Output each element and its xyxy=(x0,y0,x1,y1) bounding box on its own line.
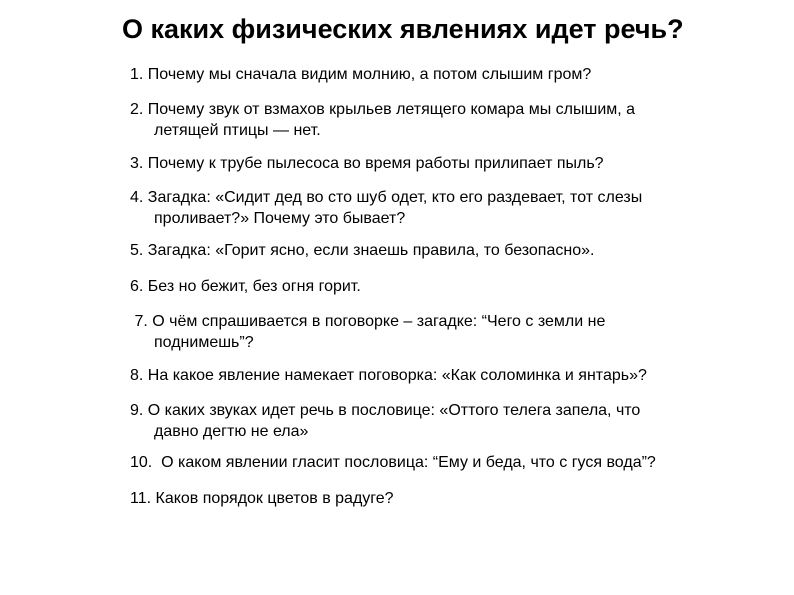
question-line: 8. На какое явление намекает поговорка: «Как соломинка и янтарь»? xyxy=(130,367,647,384)
question-line-continued: летящей птицы — нет. xyxy=(154,122,321,139)
question-8 xyxy=(130,365,647,386)
question-11 xyxy=(130,488,394,509)
question-2 xyxy=(130,99,635,141)
question-3 xyxy=(130,153,604,174)
question-line: 5. Загадка: «Горит ясно, если знаешь правила, то безопасно». xyxy=(130,242,595,259)
question-line: 4. Загадка: «Сидит дед во сто шуб одет, кто его раздевает, тот слезы xyxy=(130,189,643,206)
page-title: О каких физических явлениях идет речь? xyxy=(122,14,684,44)
question-6 xyxy=(130,276,361,297)
question-line-continued: давно дегтю не ела» xyxy=(154,423,309,440)
question-10 xyxy=(130,452,656,473)
question-7 xyxy=(130,311,605,353)
question-line: 10. О каком явлении гласит пословица: “Ему и беда, что с гуся вода”? xyxy=(130,454,656,471)
question-9 xyxy=(130,400,640,442)
question-line-continued: проливает?» Почему это бывает? xyxy=(154,210,406,227)
question-4 xyxy=(130,187,642,229)
question-line: 6. Без но бежит, без огня горит. xyxy=(130,278,361,295)
question-line: 1. Почему мы сначала видим молнию, а потом слышим гром? xyxy=(130,66,592,83)
question-line: 11. Каков порядок цветов в радуге? xyxy=(130,490,394,507)
question-line: 7. О чём спрашивается в поговорке – загадке: “Чего с земли не xyxy=(130,313,606,330)
question-5 xyxy=(130,240,594,261)
question-1 xyxy=(130,64,591,85)
question-line: 9. О каких звуках идет речь в пословице: «Оттого телега запела, что xyxy=(130,402,641,419)
question-line: 3. Почему к трубе пылесоса во время работы прилипает пыль? xyxy=(130,155,604,172)
question-line: 2. Почему звук от взмахов крыльев летящего комара мы слышим, а xyxy=(130,101,636,118)
question-line-continued: поднимешь”? xyxy=(154,334,254,351)
